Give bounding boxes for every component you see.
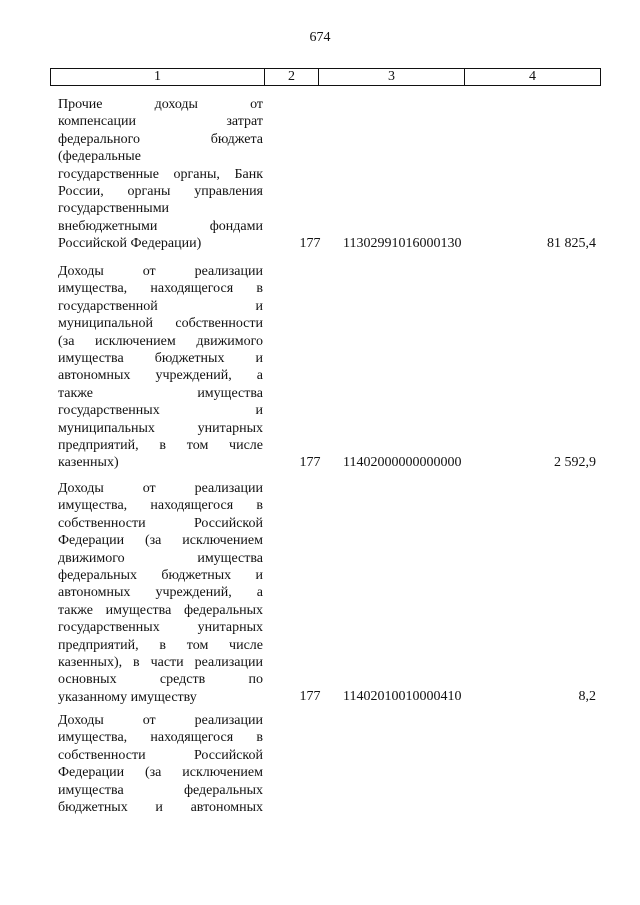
admin-code: 177 (299, 689, 321, 704)
description-line: автономных учреждений, а (58, 585, 263, 601)
row-description (58, 712, 263, 816)
description-line: государственными (58, 201, 170, 217)
amount-value: 81 825,4 (547, 236, 596, 251)
description-line: основных средств по (58, 672, 263, 688)
description-line: имущества, находящегося в (58, 281, 263, 297)
page-number: 674 (309, 30, 331, 45)
description-line: предприятий, в том числе (58, 438, 263, 454)
table-header (50, 68, 601, 86)
description-line: собственности Российской (58, 515, 263, 531)
description-line: государственных унитарных (58, 620, 263, 636)
description-line: государственной и (58, 298, 263, 314)
budget-classification-code: 11402000000000000 (343, 455, 462, 470)
admin-code: 177 (299, 236, 321, 251)
description-line: имущества, находящегося в (58, 730, 263, 746)
description-line: имущества бюджетных и (58, 351, 263, 367)
description-line: Доходы от реализации (58, 481, 263, 496)
description-line: федерального бюджета (58, 131, 263, 147)
description-line: Доходы от реализации (58, 264, 263, 279)
description-line: компенсации затрат (58, 114, 263, 130)
description-line: автономных учреждений, а (58, 368, 263, 384)
description-line: Федерации (за исключением (58, 533, 263, 549)
budget-classification-code: 11302991016000130 (343, 236, 462, 251)
admin-code: 177 (299, 455, 321, 470)
amount-value: 8,2 (578, 689, 596, 704)
description-line: имущества федеральных (58, 782, 263, 798)
description-line: государственных и (58, 403, 263, 419)
table-row (50, 712, 601, 822)
description-line: Прочие доходы от (58, 97, 263, 112)
table-row (50, 480, 601, 705)
description-line: внебюджетными фондами (58, 218, 263, 234)
table-row (50, 96, 601, 256)
description-line: указанному имуществу (58, 689, 197, 705)
description-line: бюджетных и автономных (58, 800, 263, 816)
budget-classification-code: 11402010010000410 (343, 689, 462, 704)
description-line: муниципальных унитарных (58, 420, 263, 436)
description-line: собственности Российской (58, 747, 263, 763)
header-col-4: 4 (464, 69, 600, 85)
row-description (58, 96, 263, 253)
description-line: казенных), в части реализации (58, 655, 263, 671)
description-line: муниципальной собственности (58, 316, 263, 332)
description-line: Доходы от реализации (58, 713, 263, 728)
amount-value: 2 592,9 (554, 455, 596, 470)
header-col-3: 3 (318, 69, 464, 85)
description-line: федеральных бюджетных и (58, 568, 263, 584)
row-description (58, 480, 263, 706)
description-line: государственные органы, Банк (58, 166, 263, 182)
header-col-2: 2 (264, 69, 318, 85)
description-line: России, органы управления (58, 184, 263, 200)
description-line: также имущества федеральных (58, 602, 263, 618)
table-row (50, 263, 601, 473)
description-line: движимого имущества (58, 550, 263, 566)
description-line: (федеральные (58, 149, 141, 165)
description-line: Федерации (за исключением (58, 765, 263, 781)
description-line: имущества, находящегося в (58, 498, 263, 514)
description-line: также имущества (58, 385, 263, 401)
description-line: (за исключением движимого (58, 333, 263, 349)
description-line: казенных) (58, 455, 119, 471)
header-col-1: 1 (154, 69, 161, 84)
description-line: предприятий, в том числе (58, 637, 263, 653)
description-line: Российской Федерации) (58, 236, 202, 252)
row-description (58, 263, 263, 472)
